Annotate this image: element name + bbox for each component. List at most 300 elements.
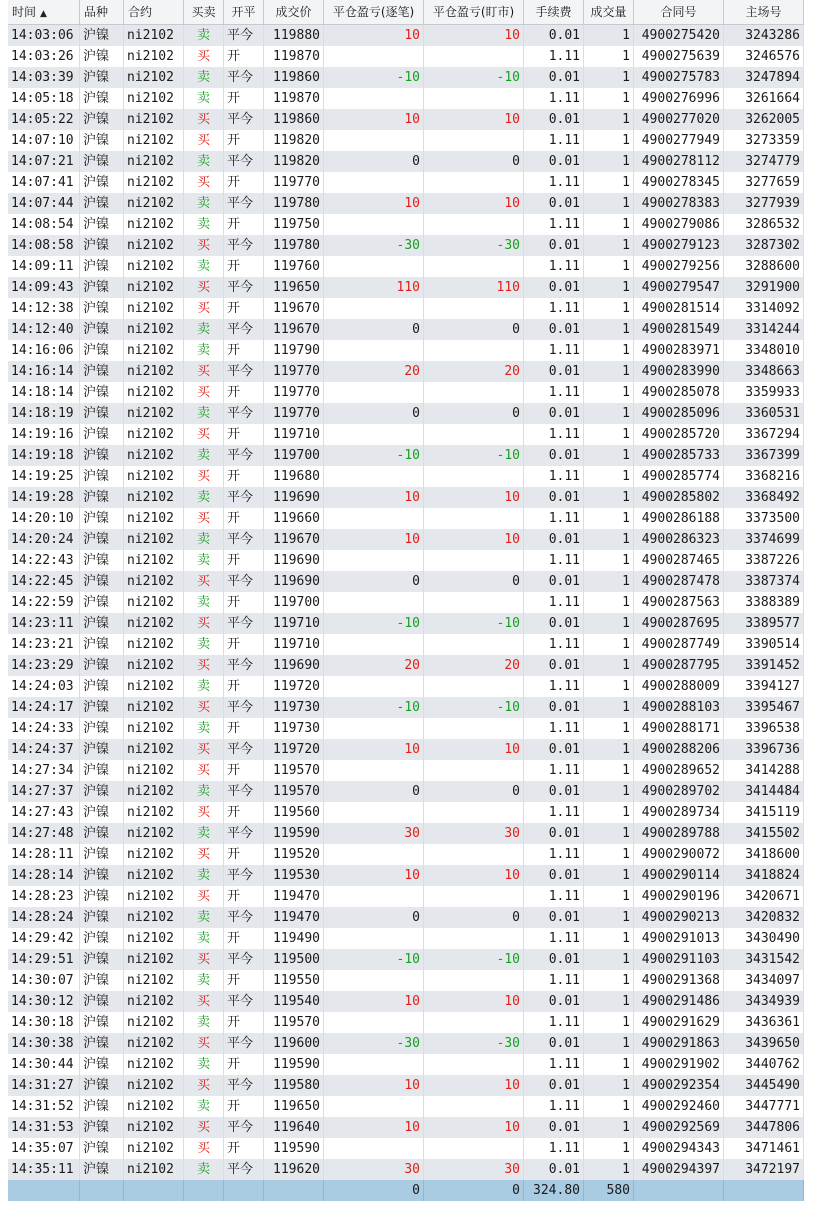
cell-time: 14:30:12 [8, 991, 80, 1012]
cell-time: 14:03:26 [8, 46, 80, 67]
table-row[interactable] [8, 1054, 804, 1075]
table-row[interactable] [8, 277, 804, 298]
cell-open-close: 平今 [224, 151, 264, 172]
cell-contract-no: 4900291013 [634, 928, 724, 949]
table-row[interactable] [8, 970, 804, 991]
table-row[interactable] [8, 424, 804, 445]
table-row[interactable] [8, 844, 804, 865]
column-header-fee[interactable] [524, 0, 584, 24]
cell-price: 119730 [264, 718, 324, 739]
cell-open-close: 平今 [224, 907, 264, 928]
cell-side: 买 [184, 298, 224, 319]
cell-fee: 1.11 [524, 760, 584, 781]
cell-contract-no: 4900292569 [634, 1117, 724, 1138]
cell-pnl-mark-to-market: 10 [424, 739, 524, 760]
table-row[interactable] [8, 25, 804, 46]
cell-side: 卖 [184, 193, 224, 214]
table-row[interactable] [8, 676, 804, 697]
total-pnl-per-trade: 0 [324, 1180, 424, 1201]
cell-volume: 1 [584, 193, 634, 214]
cell-exchange-no: 3395467 [724, 697, 804, 718]
cell-fee: 1.11 [524, 550, 584, 571]
cell-volume: 1 [584, 382, 634, 403]
cell-variety: 沪镍 [80, 508, 124, 529]
table-row[interactable] [8, 172, 804, 193]
cell-pnl-mark-to-market [424, 760, 524, 781]
cell-contract: ni2102 [124, 1033, 184, 1054]
cell-fee: 0.01 [524, 487, 584, 508]
cell-time: 14:19:25 [8, 466, 80, 487]
cell-variety: 沪镍 [80, 88, 124, 109]
cell-pnl-per-trade: 10 [324, 487, 424, 508]
cell-time: 14:07:21 [8, 151, 80, 172]
cell-price: 119870 [264, 88, 324, 109]
table-row[interactable] [8, 697, 804, 718]
column-header-contract-no[interactable] [634, 0, 724, 24]
cell-open-close: 平今 [224, 403, 264, 424]
cell-side: 买 [184, 130, 224, 151]
cell-time: 14:22:59 [8, 592, 80, 613]
table-row[interactable] [8, 1159, 804, 1180]
cell-volume: 1 [584, 991, 634, 1012]
table-row[interactable] [8, 718, 804, 739]
cell-pnl-mark-to-market [424, 970, 524, 991]
table-row[interactable] [8, 487, 804, 508]
cell-contract-no: 4900290196 [634, 886, 724, 907]
cell-price: 119710 [264, 424, 324, 445]
cell-exchange-no: 3391452 [724, 655, 804, 676]
table-row[interactable] [8, 319, 804, 340]
cell-contract-no: 4900287563 [634, 592, 724, 613]
cell-pnl-per-trade [324, 1054, 424, 1075]
total-side [184, 1180, 224, 1201]
trade-records-table [8, 0, 804, 1201]
cell-pnl-per-trade: 30 [324, 823, 424, 844]
cell-pnl-per-trade [324, 340, 424, 361]
cell-contract-no: 4900285096 [634, 403, 724, 424]
cell-fee: 0.01 [524, 445, 584, 466]
column-header-side[interactable] [184, 0, 224, 24]
cell-exchange-no: 3434939 [724, 991, 804, 1012]
cell-exchange-no: 3314244 [724, 319, 804, 340]
cell-side: 买 [184, 361, 224, 382]
cell-variety: 沪镍 [80, 886, 124, 907]
cell-side: 卖 [184, 256, 224, 277]
table-row[interactable] [8, 1138, 804, 1159]
cell-time: 14:12:38 [8, 298, 80, 319]
sort-ascending-icon: ▲ [40, 9, 47, 19]
table-row[interactable] [8, 1012, 804, 1033]
cell-pnl-mark-to-market [424, 46, 524, 67]
column-header-pnl-mark-to-market[interactable] [424, 0, 524, 24]
column-header-label: 合约 [128, 5, 153, 19]
table-row[interactable] [8, 550, 804, 571]
cell-pnl-mark-to-market [424, 802, 524, 823]
cell-contract: ni2102 [124, 109, 184, 130]
cell-side: 买 [184, 424, 224, 445]
table-row[interactable] [8, 193, 804, 214]
column-header-label: 平仓盈亏(盯市) [432, 5, 515, 19]
cell-contract-no: 4900291103 [634, 949, 724, 970]
cell-exchange-no: 3430490 [724, 928, 804, 949]
cell-pnl-per-trade: 0 [324, 319, 424, 340]
cell-fee: 1.11 [524, 634, 584, 655]
cell-pnl-mark-to-market [424, 172, 524, 193]
cell-side: 买 [184, 613, 224, 634]
cell-exchange-no: 3471461 [724, 1138, 804, 1159]
cell-side: 卖 [184, 319, 224, 340]
cell-price: 119590 [264, 1138, 324, 1159]
table-row[interactable] [8, 1033, 804, 1054]
cell-pnl-per-trade: 0 [324, 907, 424, 928]
column-header-open-close[interactable] [224, 0, 264, 24]
total-price [264, 1180, 324, 1201]
cell-time: 14:09:43 [8, 277, 80, 298]
cell-price: 119860 [264, 109, 324, 130]
cell-open-close: 开 [224, 1054, 264, 1075]
cell-contract: ni2102 [124, 1159, 184, 1180]
column-header-label: 买卖 [191, 5, 216, 19]
cell-variety: 沪镍 [80, 235, 124, 256]
cell-time: 14:30:44 [8, 1054, 80, 1075]
cell-variety: 沪镍 [80, 697, 124, 718]
cell-exchange-no: 3368492 [724, 487, 804, 508]
cell-exchange-no: 3374699 [724, 529, 804, 550]
cell-contract-no: 4900289702 [634, 781, 724, 802]
column-header-label: 主场号 [745, 5, 782, 19]
cell-fee: 0.01 [524, 613, 584, 634]
column-header-volume[interactable] [584, 0, 634, 24]
table-row[interactable] [8, 466, 804, 487]
cell-contract-no: 4900290213 [634, 907, 724, 928]
cell-contract-no: 4900294397 [634, 1159, 724, 1180]
table-row[interactable] [8, 361, 804, 382]
cell-volume: 1 [584, 361, 634, 382]
table-row[interactable] [8, 802, 804, 823]
cell-contract: ni2102 [124, 88, 184, 109]
cell-time: 14:30:38 [8, 1033, 80, 1054]
cell-time: 14:28:23 [8, 886, 80, 907]
cell-side: 买 [184, 1075, 224, 1096]
cell-exchange-no: 3445490 [724, 1075, 804, 1096]
cell-volume: 1 [584, 823, 634, 844]
cell-pnl-per-trade [324, 550, 424, 571]
cell-time: 14:05:18 [8, 88, 80, 109]
table-row[interactable] [8, 571, 804, 592]
table-row[interactable] [8, 760, 804, 781]
cell-fee: 0.01 [524, 865, 584, 886]
cell-pnl-per-trade [324, 928, 424, 949]
table-row[interactable] [8, 529, 804, 550]
cell-pnl-mark-to-market: 10 [424, 193, 524, 214]
cell-variety: 沪镍 [80, 571, 124, 592]
table-row[interactable] [8, 130, 804, 151]
table-row[interactable] [8, 655, 804, 676]
cell-contract-no: 4900279123 [634, 235, 724, 256]
table-row[interactable] [8, 445, 804, 466]
cell-pnl-per-trade [324, 508, 424, 529]
cell-fee: 0.01 [524, 193, 584, 214]
cell-fee: 1.11 [524, 844, 584, 865]
cell-pnl-per-trade: 0 [324, 781, 424, 802]
table-row[interactable] [8, 256, 804, 277]
cell-side: 卖 [184, 718, 224, 739]
cell-pnl-per-trade: 10 [324, 991, 424, 1012]
table-row[interactable] [8, 1117, 804, 1138]
table-row[interactable] [8, 382, 804, 403]
cell-exchange-no: 3387226 [724, 550, 804, 571]
cell-pnl-mark-to-market: -10 [424, 67, 524, 88]
cell-contract: ni2102 [124, 172, 184, 193]
cell-contract-no: 4900279086 [634, 214, 724, 235]
cell-pnl-mark-to-market: 10 [424, 487, 524, 508]
cell-volume: 1 [584, 1159, 634, 1180]
table-row[interactable] [8, 949, 804, 970]
cell-variety: 沪镍 [80, 1159, 124, 1180]
column-header-variety[interactable] [80, 0, 124, 24]
cell-variety: 沪镍 [80, 1117, 124, 1138]
cell-contract: ni2102 [124, 886, 184, 907]
cell-open-close: 开 [224, 172, 264, 193]
cell-contract-no: 4900279256 [634, 256, 724, 277]
cell-contract-no: 4900287478 [634, 571, 724, 592]
cell-open-close: 开 [224, 634, 264, 655]
cell-time: 14:28:11 [8, 844, 80, 865]
cell-pnl-mark-to-market: 10 [424, 1117, 524, 1138]
cell-pnl-per-trade [324, 88, 424, 109]
cell-volume: 1 [584, 508, 634, 529]
cell-exchange-no: 3273359 [724, 130, 804, 151]
cell-price: 119490 [264, 928, 324, 949]
column-header-contract[interactable] [124, 0, 184, 24]
cell-price: 119540 [264, 991, 324, 1012]
cell-time: 14:27:48 [8, 823, 80, 844]
cell-variety: 沪镍 [80, 928, 124, 949]
cell-volume: 1 [584, 718, 634, 739]
cell-open-close: 平今 [224, 67, 264, 88]
cell-open-close: 开 [224, 130, 264, 151]
cell-exchange-no: 3348663 [724, 361, 804, 382]
cell-pnl-mark-to-market: -10 [424, 949, 524, 970]
cell-time: 14:19:16 [8, 424, 80, 445]
cell-price: 119690 [264, 571, 324, 592]
table-row[interactable] [8, 634, 804, 655]
table-row[interactable] [8, 403, 804, 424]
column-header-exchange-no[interactable] [724, 0, 804, 24]
cell-volume: 1 [584, 109, 634, 130]
table-row[interactable] [8, 508, 804, 529]
cell-exchange-no: 3367294 [724, 424, 804, 445]
table-row[interactable] [8, 613, 804, 634]
cell-pnl-per-trade [324, 844, 424, 865]
table-row[interactable] [8, 340, 804, 361]
cell-variety: 沪镍 [80, 319, 124, 340]
cell-price: 119620 [264, 1159, 324, 1180]
cell-price: 119720 [264, 739, 324, 760]
cell-pnl-per-trade: 110 [324, 277, 424, 298]
cell-pnl-per-trade [324, 970, 424, 991]
table-row[interactable] [8, 1096, 804, 1117]
table-row[interactable] [8, 823, 804, 844]
cell-exchange-no: 3447806 [724, 1117, 804, 1138]
cell-pnl-mark-to-market [424, 928, 524, 949]
table-row[interactable] [8, 88, 804, 109]
cell-side: 卖 [184, 970, 224, 991]
cell-pnl-per-trade [324, 676, 424, 697]
cell-time: 14:18:14 [8, 382, 80, 403]
cell-variety: 沪镍 [80, 466, 124, 487]
cell-volume: 1 [584, 676, 634, 697]
cell-contract-no: 4900283990 [634, 361, 724, 382]
cell-pnl-per-trade [324, 46, 424, 67]
cell-side: 买 [184, 571, 224, 592]
cell-price: 119770 [264, 382, 324, 403]
table-row[interactable] [8, 991, 804, 1012]
cell-time: 14:35:07 [8, 1138, 80, 1159]
cell-contract: ni2102 [124, 697, 184, 718]
cell-time: 14:09:11 [8, 256, 80, 277]
table-row[interactable] [8, 151, 804, 172]
cell-fee: 1.11 [524, 256, 584, 277]
table-row[interactable] [8, 1075, 804, 1096]
cell-pnl-per-trade: 10 [324, 109, 424, 130]
cell-pnl-mark-to-market [424, 1138, 524, 1159]
cell-side: 买 [184, 109, 224, 130]
cell-pnl-mark-to-market [424, 592, 524, 613]
cell-open-close: 平今 [224, 319, 264, 340]
cell-exchange-no: 3439650 [724, 1033, 804, 1054]
table-row[interactable] [8, 109, 804, 130]
cell-variety: 沪镍 [80, 445, 124, 466]
cell-variety: 沪镍 [80, 487, 124, 508]
cell-price: 119600 [264, 1033, 324, 1054]
cell-contract-no: 4900288103 [634, 697, 724, 718]
table-row[interactable] [8, 907, 804, 928]
cell-volume: 1 [584, 277, 634, 298]
total-contract-no [634, 1180, 724, 1201]
cell-price: 119770 [264, 403, 324, 424]
cell-exchange-no: 3420832 [724, 907, 804, 928]
cell-open-close: 开 [224, 760, 264, 781]
cell-open-close: 开 [224, 970, 264, 991]
column-header-pnl-per-trade[interactable] [324, 0, 424, 24]
cell-variety: 沪镍 [80, 991, 124, 1012]
cell-time: 14:27:37 [8, 781, 80, 802]
cell-contract-no: 4900292354 [634, 1075, 724, 1096]
table-row[interactable] [8, 214, 804, 235]
cell-volume: 1 [584, 1054, 634, 1075]
table-row[interactable] [8, 235, 804, 256]
cell-contract-no: 4900291629 [634, 1012, 724, 1033]
cell-open-close: 平今 [224, 235, 264, 256]
column-header-time[interactable] [8, 0, 80, 24]
cell-variety: 沪镍 [80, 907, 124, 928]
cell-open-close: 平今 [224, 1075, 264, 1096]
cell-open-close: 平今 [224, 823, 264, 844]
cell-pnl-mark-to-market: -10 [424, 613, 524, 634]
cell-fee: 0.01 [524, 151, 584, 172]
cell-pnl-per-trade: 10 [324, 1075, 424, 1096]
total-open-close [224, 1180, 264, 1201]
cell-price: 119470 [264, 907, 324, 928]
cell-contract: ni2102 [124, 235, 184, 256]
cell-pnl-per-trade [324, 1138, 424, 1159]
cell-side: 买 [184, 382, 224, 403]
table-row[interactable] [8, 67, 804, 88]
cell-open-close: 开 [224, 1012, 264, 1033]
cell-price: 119670 [264, 319, 324, 340]
cell-contract: ni2102 [124, 487, 184, 508]
cell-pnl-mark-to-market: 0 [424, 907, 524, 928]
table-row[interactable] [8, 886, 804, 907]
cell-side: 买 [184, 277, 224, 298]
cell-variety: 沪镍 [80, 613, 124, 634]
cell-price: 119690 [264, 550, 324, 571]
table-row[interactable] [8, 865, 804, 886]
cell-pnl-mark-to-market: 0 [424, 781, 524, 802]
table-row[interactable] [8, 592, 804, 613]
cell-time: 14:28:14 [8, 865, 80, 886]
cell-contract-no: 4900289652 [634, 760, 724, 781]
cell-side: 买 [184, 1033, 224, 1054]
cell-time: 14:05:22 [8, 109, 80, 130]
cell-contract-no: 4900283971 [634, 340, 724, 361]
cell-open-close: 平今 [224, 697, 264, 718]
table-row[interactable] [8, 298, 804, 319]
cell-contract: ni2102 [124, 214, 184, 235]
cell-contract: ni2102 [124, 802, 184, 823]
cell-fee: 1.11 [524, 298, 584, 319]
total-time [8, 1180, 80, 1201]
cell-time: 14:08:54 [8, 214, 80, 235]
table-row[interactable] [8, 739, 804, 760]
cell-pnl-per-trade: -30 [324, 235, 424, 256]
table-row[interactable] [8, 781, 804, 802]
column-header-price[interactable] [264, 0, 324, 24]
cell-fee: 1.11 [524, 886, 584, 907]
cell-side: 卖 [184, 1012, 224, 1033]
cell-fee: 1.11 [524, 424, 584, 445]
cell-open-close: 开 [224, 718, 264, 739]
cell-contract: ni2102 [124, 823, 184, 844]
cell-price: 119860 [264, 67, 324, 88]
column-header-label: 成交价 [275, 5, 312, 19]
table-row[interactable] [8, 928, 804, 949]
cell-time: 14:19:28 [8, 487, 80, 508]
cell-time: 14:16:06 [8, 340, 80, 361]
table-row[interactable] [8, 46, 804, 67]
cell-exchange-no: 3389577 [724, 613, 804, 634]
cell-open-close: 开 [224, 88, 264, 109]
cell-time: 14:27:43 [8, 802, 80, 823]
cell-variety: 沪镍 [80, 214, 124, 235]
cell-pnl-per-trade: 10 [324, 25, 424, 46]
cell-variety: 沪镍 [80, 739, 124, 760]
cell-open-close: 开 [224, 928, 264, 949]
cell-pnl-per-trade: 10 [324, 1117, 424, 1138]
cell-fee: 1.11 [524, 676, 584, 697]
cell-exchange-no: 3415119 [724, 802, 804, 823]
cell-exchange-no: 3368216 [724, 466, 804, 487]
cell-price: 119570 [264, 781, 324, 802]
cell-contract-no: 4900291902 [634, 1054, 724, 1075]
cell-price: 119670 [264, 529, 324, 550]
cell-side: 卖 [184, 67, 224, 88]
column-header-label: 时间 [12, 5, 37, 19]
cell-side: 卖 [184, 445, 224, 466]
cell-pnl-per-trade [324, 466, 424, 487]
cell-contract-no: 4900286323 [634, 529, 724, 550]
